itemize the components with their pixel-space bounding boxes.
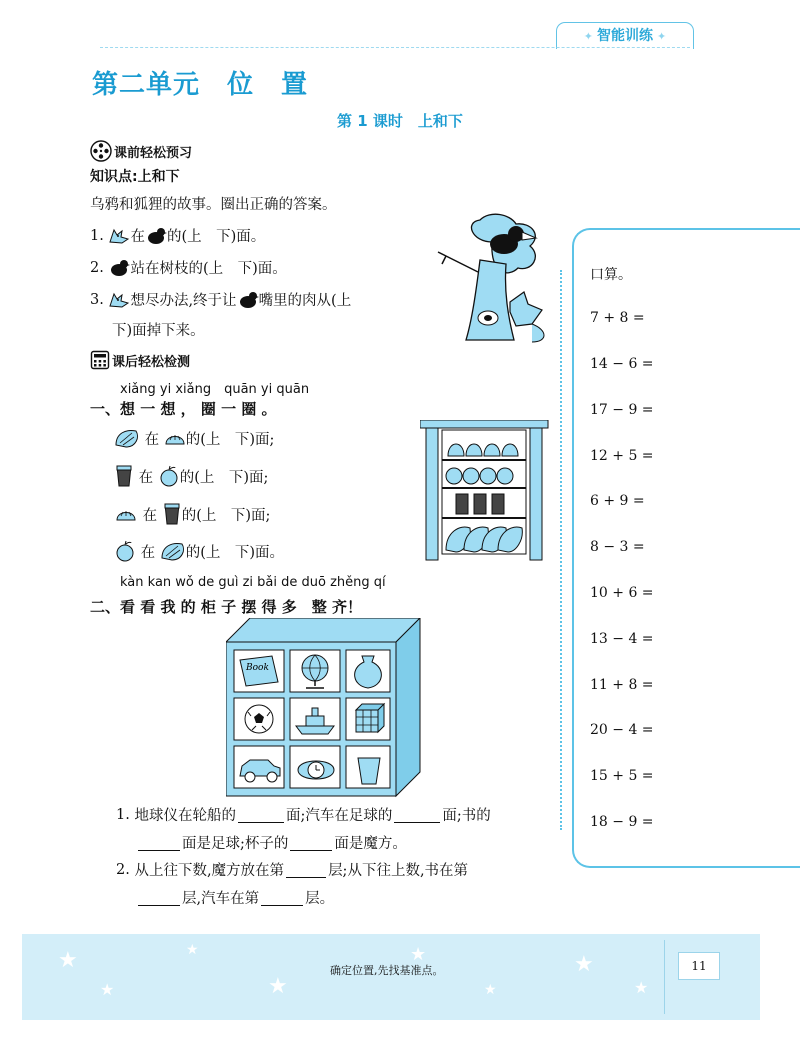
panel-dotted-border — [560, 270, 562, 830]
math-problem: 14 − 6 = — [590, 356, 654, 372]
answer-blank[interactable] — [138, 889, 180, 906]
star-icon: ★ — [410, 944, 427, 965]
part2-title: 二、看 看 我 的 柜 子 摆 得 多 整 齐！ — [90, 598, 363, 616]
knowledge-point: 知识点:上和下 — [90, 169, 180, 185]
cabbage-icon — [160, 540, 186, 562]
brand-label: 智能训练 — [597, 28, 653, 44]
text-fragment: 地球仪在轮船的 — [134, 808, 236, 824]
question-number: 1. — [116, 806, 130, 823]
math-problem: 11 + 8 = — [590, 677, 654, 693]
math-problem: 13 − 4 = — [590, 631, 654, 647]
apple-icon — [114, 540, 136, 562]
answer-blank[interactable] — [261, 889, 303, 906]
question-number: 2. — [90, 259, 104, 276]
book-object — [240, 656, 278, 686]
answer-blank[interactable] — [238, 806, 284, 823]
math-problem: 20 − 4 = — [590, 722, 654, 738]
star-icon: ★ — [58, 948, 78, 973]
math-problem: 15 + 5 = — [590, 768, 654, 784]
watch-object — [298, 761, 334, 779]
question-number: 1. — [90, 227, 104, 244]
footer-tip: 确定位置,先找基准点。 — [330, 964, 444, 977]
answer-blank[interactable] — [394, 806, 440, 823]
text-fragment: 的(上 下)面。 — [166, 229, 266, 245]
text-fragment: 站在树枝的(上 下)面。 — [130, 261, 287, 277]
cabbage-icon — [114, 427, 140, 449]
math-problem: 12 + 5 = — [590, 448, 654, 464]
brand-tab: ✦ 智能训练 ✦ — [556, 22, 694, 49]
question-number: 2. — [116, 861, 130, 878]
cabinet-illustration — [226, 618, 422, 798]
bun-icon — [164, 428, 186, 448]
text-fragment: 面是足球;杯子的 — [182, 836, 289, 852]
crow-fox-tree-illustration — [432, 212, 552, 346]
lesson-title: 第 1 课时 上和下 — [337, 112, 463, 130]
book-label: Book — [246, 663, 269, 673]
mental-math-panel — [572, 228, 800, 868]
text-fragment: 想尽办法,终于让 — [130, 293, 237, 309]
fox-icon — [108, 290, 130, 310]
star-icon: ★ — [634, 978, 649, 997]
film-reel-icon — [90, 140, 112, 162]
answer-blank[interactable] — [286, 861, 326, 878]
star-icon: ★ — [574, 952, 594, 977]
preview-section-title: 课前轻松预习 — [114, 145, 193, 161]
text-fragment: 层;从下往上数,书在第 — [328, 863, 469, 879]
part1-item-3 — [114, 502, 270, 526]
part2-question-2-continued — [136, 887, 334, 908]
text-fragment: 面;书的 — [442, 808, 491, 824]
mental-math-title: 口算。 — [590, 267, 632, 283]
star-icon: ★ — [268, 974, 288, 999]
part1-title: 一、想 一 想 ， 圈 一 圈 。 — [90, 400, 277, 418]
text-fragment: 的(上 下)面; — [179, 469, 269, 486]
math-problem: 10 + 6 = — [590, 585, 654, 601]
math-problem: 17 − 9 = — [590, 402, 654, 418]
part1-pinyin: xiǎng yi xiǎng quān yi quān — [120, 382, 310, 397]
footer-divider — [664, 940, 665, 1014]
preview-section-heading — [90, 140, 192, 162]
crow-icon — [145, 226, 167, 246]
text-fragment: 在 — [142, 507, 158, 524]
part1-item-2 — [114, 464, 268, 488]
cup-object — [358, 758, 380, 784]
header-divider — [100, 47, 690, 48]
text-fragment: 在 — [138, 469, 154, 486]
check-section-title: 课后轻松检测 — [112, 354, 191, 370]
part2-question-2 — [116, 859, 468, 880]
math-problem: 8 − 3 = — [590, 539, 645, 555]
story-intro: 乌鸦和狐狸的故事。圈出正确的答案。 — [90, 197, 337, 213]
preview-question-2 — [90, 257, 287, 278]
rubiks-cube-object — [356, 704, 384, 732]
text-fragment: 的(上 下)面; — [181, 507, 271, 524]
drink-cup-icon — [114, 464, 134, 488]
soccer-ball-object — [245, 705, 273, 733]
text-fragment: 层。 — [305, 891, 335, 907]
star-icon: ★ — [186, 942, 199, 958]
preview-question-3-continued: 下)面掉下来。 — [112, 323, 205, 339]
fox-icon — [108, 226, 130, 246]
part1-item-4 — [114, 540, 284, 562]
text-fragment: 面是魔方。 — [334, 836, 407, 852]
unit-title: 第二单元 位 置 — [92, 70, 309, 100]
apple-icon — [158, 465, 180, 487]
bun-icon — [114, 504, 138, 524]
page-number: 11 — [678, 952, 720, 980]
text-fragment: 从上往下数,魔方放在第 — [134, 863, 285, 879]
crow-icon — [108, 258, 130, 278]
math-problem: 7 + 8 = — [590, 310, 645, 326]
text-fragment: 的(上 下)面; — [185, 431, 275, 448]
math-problem: 6 + 9 = — [590, 493, 645, 509]
text-fragment: 的(上 下)面。 — [185, 544, 285, 561]
answer-blank[interactable] — [138, 834, 180, 851]
part2-pinyin: kàn kan wǒ de guì zi bǎi de duō zhěng qí — [120, 575, 386, 590]
text-fragment: 面;汽车在足球的 — [285, 808, 393, 824]
text-fragment: 嘴里的肉从(上 — [258, 293, 352, 309]
part1-item-1 — [114, 427, 274, 449]
crow-icon — [237, 290, 259, 310]
question-number: 3. — [90, 291, 104, 308]
text-fragment: 层,汽车在第 — [182, 891, 260, 907]
food-shelf-illustration — [420, 420, 550, 562]
text-fragment: 在 — [130, 229, 145, 245]
calculator-icon — [90, 350, 110, 370]
star-icon: ★ — [100, 980, 115, 999]
star-icon: ★ — [484, 982, 497, 998]
text-fragment: 在 — [144, 431, 160, 448]
preview-question-3 — [90, 289, 351, 310]
text-fragment: 在 — [140, 544, 156, 561]
math-problem: 18 − 9 = — [590, 814, 654, 830]
part2-question-1 — [116, 804, 491, 825]
check-section-heading — [90, 350, 190, 370]
answer-blank[interactable] — [290, 834, 332, 851]
drink-cup-icon — [162, 502, 182, 526]
preview-question-1 — [90, 225, 265, 246]
part2-question-1-continued — [136, 832, 407, 853]
